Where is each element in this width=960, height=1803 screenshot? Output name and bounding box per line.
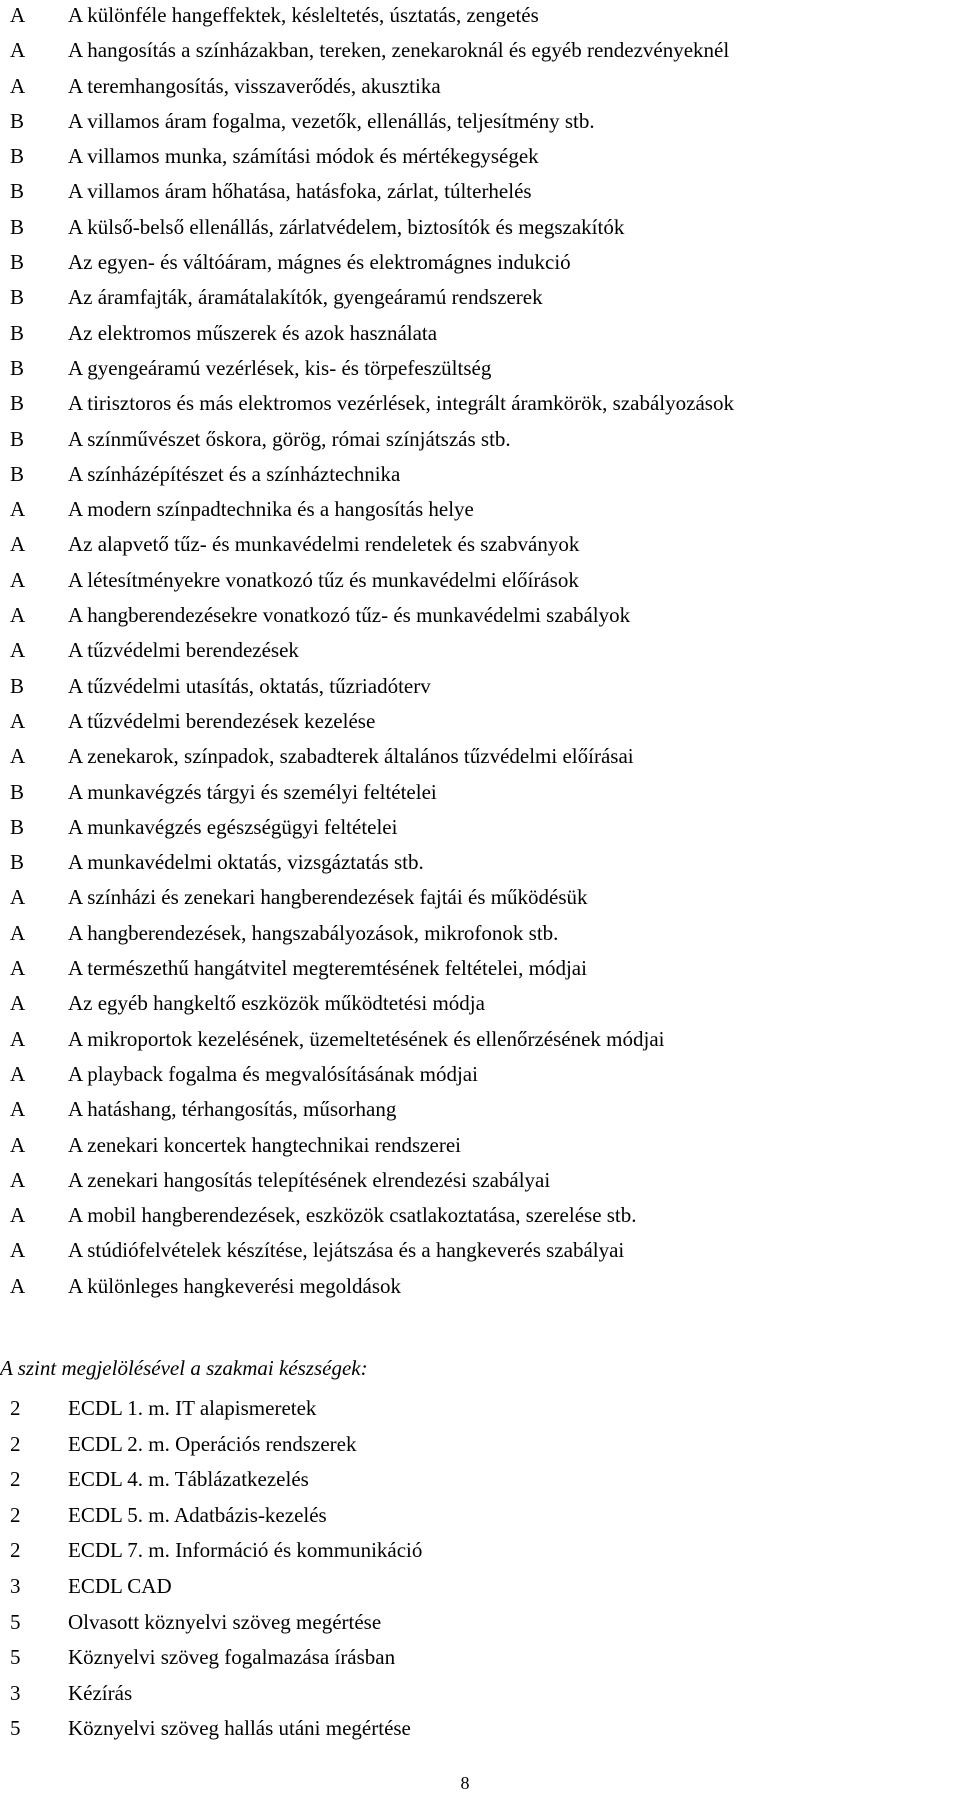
topic-row bbox=[10, 775, 955, 810]
topic-text: A playback fogalma és megvalósításának módjai bbox=[68, 1061, 478, 1086]
topic-row bbox=[10, 492, 955, 527]
topic-row bbox=[10, 1057, 955, 1092]
skill-row bbox=[10, 1711, 955, 1747]
skill-text: Köznyelvi szöveg fogalmazása írásban bbox=[68, 1645, 396, 1670]
skill-level: 2 bbox=[10, 1538, 21, 1563]
topic-row bbox=[10, 527, 955, 562]
topic-row bbox=[10, 280, 955, 315]
skill-text: Köznyelvi szöveg hallás utáni megértése bbox=[68, 1716, 411, 1741]
topic-row bbox=[10, 351, 955, 386]
skill-level: 2 bbox=[10, 1502, 21, 1527]
topic-row bbox=[10, 563, 955, 598]
skill-text: Olvasott köznyelvi szöveg megértése bbox=[68, 1609, 382, 1634]
topic-level: B bbox=[10, 250, 25, 275]
topic-level: A bbox=[10, 885, 26, 910]
topic-row bbox=[10, 104, 955, 139]
topic-level: B bbox=[10, 461, 25, 486]
topic-level: A bbox=[10, 73, 26, 98]
skill-row bbox=[10, 1498, 955, 1534]
skill-level: 5 bbox=[10, 1609, 21, 1634]
skill-level: 5 bbox=[10, 1645, 21, 1670]
topic-level: B bbox=[10, 320, 25, 345]
topic-text: Az alapvető tűz- és munkavédelmi rendeletek és szabványok bbox=[68, 532, 580, 557]
topic-level: B bbox=[10, 214, 25, 239]
topic-level: A bbox=[10, 1203, 26, 1228]
topic-row bbox=[10, 951, 955, 986]
topic-text: A munkavégzés egészségügyi feltételei bbox=[68, 814, 398, 839]
topic-level: A bbox=[10, 991, 26, 1016]
topic-text: A természethű hangátvitel megteremtésének feltételei, módjai bbox=[68, 956, 587, 981]
topic-row bbox=[10, 598, 955, 633]
topic-text: A tűzvédelmi berendezések kezelése bbox=[68, 708, 376, 733]
topic-level: A bbox=[10, 1026, 26, 1051]
skill-level: 3 bbox=[10, 1573, 21, 1598]
topic-text: A különleges hangkeverési megoldások bbox=[68, 1273, 402, 1298]
skill-text: ECDL 7. m. Információ és kommunikáció bbox=[68, 1538, 423, 1563]
topic-row bbox=[10, 1022, 955, 1057]
topic-level: B bbox=[10, 144, 25, 169]
topic-level: A bbox=[10, 497, 26, 522]
skill-row bbox=[10, 1640, 955, 1676]
topic-row bbox=[10, 316, 955, 351]
topic-level: A bbox=[10, 1273, 26, 1298]
topic-text: A hatáshang, térhangosítás, műsorhang bbox=[68, 1097, 397, 1122]
topic-text: A villamos munka, számítási módok és mértékegységek bbox=[68, 144, 539, 169]
topic-row bbox=[10, 633, 955, 668]
topic-row bbox=[10, 457, 955, 492]
topic-row bbox=[10, 810, 955, 845]
topic-row bbox=[10, 245, 955, 280]
skill-text: Kézírás bbox=[68, 1680, 133, 1705]
topic-text: A munkavégzés tárgyi és személyi feltételei bbox=[68, 779, 437, 804]
skill-level: 2 bbox=[10, 1467, 21, 1492]
topic-row bbox=[10, 422, 955, 457]
topic-text: A tirisztoros és más elektromos vezérlések, integrált áramkörök, szabályozások bbox=[68, 391, 734, 416]
topic-row bbox=[10, 69, 955, 104]
topic-level: A bbox=[10, 638, 26, 663]
topic-row bbox=[10, 0, 955, 33]
skill-row bbox=[10, 1462, 955, 1498]
skill-row bbox=[10, 1533, 955, 1569]
skill-text: ECDL CAD bbox=[68, 1573, 172, 1598]
topic-text: A stúdiófelvételek készítése, lejátszása és a hangkeverés szabályai bbox=[68, 1238, 625, 1263]
topic-text: A mobil hangberendezések, eszközök csatlakoztatása, szerelése stb. bbox=[68, 1203, 637, 1228]
topic-text: A tűzvédelmi utasítás, oktatás, tűzriadóterv bbox=[68, 673, 431, 698]
skill-row bbox=[10, 1676, 955, 1712]
skills-list bbox=[10, 1391, 955, 1747]
topic-row bbox=[10, 210, 955, 245]
skill-level: 2 bbox=[10, 1396, 21, 1420]
topic-row bbox=[10, 916, 955, 951]
skills-heading: A szint megjelölésével a szakmai készségek: bbox=[0, 1356, 368, 1380]
topic-row bbox=[10, 986, 955, 1021]
topic-text: A villamos áram fogalma, vezetők, ellenállás, teljesítmény stb. bbox=[68, 108, 595, 133]
topic-level: A bbox=[10, 1132, 26, 1157]
topic-text: Az áramfajták, áramátalakítók, gyengeáramú rendszerek bbox=[68, 285, 543, 310]
skill-text: ECDL 2. m. Operációs rendszerek bbox=[68, 1431, 357, 1456]
topic-level: A bbox=[10, 3, 26, 27]
topic-row bbox=[10, 1198, 955, 1233]
skill-row bbox=[10, 1391, 955, 1427]
topic-text: A különféle hangeffektek, késleltetés, úsztatás, zengetés bbox=[68, 3, 539, 27]
topic-list bbox=[10, 0, 955, 1304]
topic-row bbox=[10, 1128, 955, 1163]
topic-row bbox=[10, 845, 955, 880]
topic-text: A villamos áram hőhatása, hatásfoka, zárlat, túlterhelés bbox=[68, 179, 532, 204]
topic-text: A teremhangosítás, visszaverődés, akusztika bbox=[68, 73, 441, 98]
topic-text: A zenekarok, színpadok, szabadterek általános tűzvédelmi előírásai bbox=[68, 744, 634, 769]
topic-level: B bbox=[10, 426, 25, 451]
topic-level: A bbox=[10, 567, 26, 592]
skill-level: 3 bbox=[10, 1680, 21, 1705]
topic-level: A bbox=[10, 1238, 26, 1263]
topic-row bbox=[10, 174, 955, 209]
topic-text: A mikroportok kezelésének, üzemeltetésének és ellenőrzésének módjai bbox=[68, 1026, 665, 1051]
topic-row bbox=[10, 1092, 955, 1127]
topic-text: Az elektromos műszerek és azok használata bbox=[68, 320, 438, 345]
topic-text: Az egyéb hangkeltő eszközök működtetési módja bbox=[68, 991, 485, 1016]
topic-level: B bbox=[10, 179, 25, 204]
topic-text: A zenekari hangosítás telepítésének elrendezési szabályai bbox=[68, 1167, 551, 1192]
topic-text: A hangberendezésekre vonatkozó tűz- és munkavédelmi szabályok bbox=[68, 603, 631, 628]
topic-level: A bbox=[10, 956, 26, 981]
topic-level: B bbox=[10, 850, 25, 875]
topic-level: B bbox=[10, 391, 25, 416]
skill-text: ECDL 5. m. Adatbázis-kezelés bbox=[68, 1502, 327, 1527]
topic-text: A külső-belső ellenállás, zárlatvédelem, biztosítók és megszakítók bbox=[68, 214, 625, 239]
topic-row bbox=[10, 704, 955, 739]
topic-text: A színművészet őskora, görög, római színjátszás stb. bbox=[68, 426, 511, 451]
skill-text: ECDL 1. m. IT alapismeretek bbox=[68, 1396, 317, 1420]
topic-text: A zenekari koncertek hangtechnikai rendszerei bbox=[68, 1132, 461, 1157]
topic-text: A modern színpadtechnika és a hangosítás helye bbox=[68, 497, 474, 522]
topic-row bbox=[10, 1269, 955, 1304]
topic-row bbox=[10, 669, 955, 704]
skill-row bbox=[10, 1427, 955, 1463]
topic-level: A bbox=[10, 1061, 26, 1086]
topic-row bbox=[10, 33, 955, 68]
topic-text: A tűzvédelmi berendezések bbox=[68, 638, 299, 663]
topic-row bbox=[10, 1233, 955, 1268]
topic-row bbox=[10, 386, 955, 421]
topic-level: B bbox=[10, 814, 25, 839]
topic-row bbox=[10, 880, 955, 915]
topic-level: B bbox=[10, 108, 25, 133]
topic-text: A létesítményekre vonatkozó tűz és munkavédelmi előírások bbox=[68, 567, 579, 592]
skill-level: 5 bbox=[10, 1716, 21, 1741]
topic-text: A gyengeáramú vezérlések, kis- és törpefeszültség bbox=[68, 355, 492, 380]
skill-text: ECDL 4. m. Táblázatkezelés bbox=[68, 1467, 309, 1492]
topic-text: A színházépítészet és a színháztechnika bbox=[68, 461, 401, 486]
topic-text: A színházi és zenekari hangberendezések fajtái és működésük bbox=[68, 885, 588, 910]
topic-level: A bbox=[10, 38, 26, 63]
skill-row bbox=[10, 1605, 955, 1641]
topic-row bbox=[10, 739, 955, 774]
topic-level: B bbox=[10, 355, 25, 380]
topic-text: A hangberendezések, hangszabályozások, mikrofonok stb. bbox=[68, 920, 559, 945]
topic-level: A bbox=[10, 532, 26, 557]
topic-level: A bbox=[10, 1167, 26, 1192]
topic-row bbox=[10, 1163, 955, 1198]
topic-level: B bbox=[10, 673, 25, 698]
topic-level: A bbox=[10, 603, 26, 628]
topic-text: A munkavédelmi oktatás, vizsgáztatás stb. bbox=[68, 850, 424, 875]
topic-level: A bbox=[10, 1097, 26, 1122]
skill-row bbox=[10, 1569, 955, 1605]
topic-level: B bbox=[10, 779, 25, 804]
skill-level: 2 bbox=[10, 1431, 21, 1456]
page-number: 8 bbox=[460, 1773, 470, 1793]
topic-level: A bbox=[10, 920, 26, 945]
topic-text: Az egyen- és váltóáram, mágnes és elektromágnes indukció bbox=[68, 250, 571, 275]
topic-level: A bbox=[10, 708, 26, 733]
topic-row bbox=[10, 139, 955, 174]
topic-text: A hangosítás a színházakban, tereken, zenekaroknál és egyéb rendezvényeknél bbox=[68, 38, 730, 63]
topic-level: A bbox=[10, 744, 26, 769]
topic-level: B bbox=[10, 285, 25, 310]
